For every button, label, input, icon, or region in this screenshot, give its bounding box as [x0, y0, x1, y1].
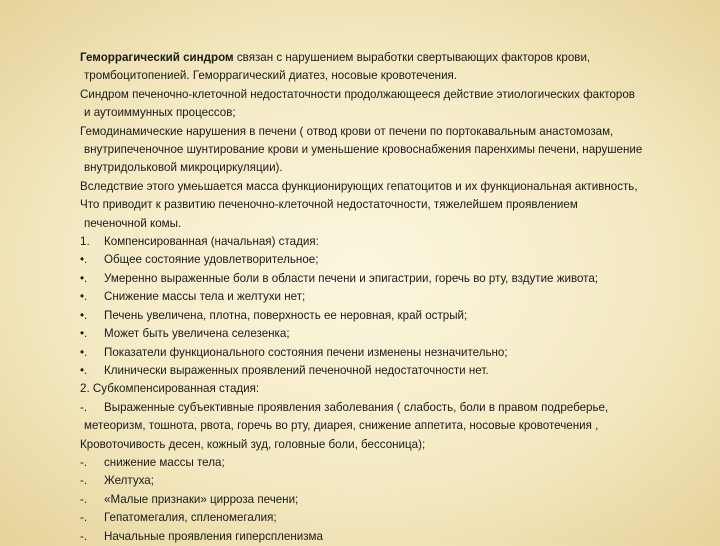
- stage1-item: [80, 270, 710, 288]
- stage2-item: [80, 509, 710, 527]
- stage2-item: [80, 399, 710, 417]
- list-item-text: Показатели функционального состояния печени изменены незначительно;: [104, 345, 508, 359]
- intro-line-1-rest: связан с нарушением выработки свертывающих факторов крови,: [233, 51, 591, 64]
- bullet-marker: •.: [80, 253, 88, 267]
- list-item-text: Начальные проявления гиперспленизма: [104, 529, 323, 543]
- list-item-text: Может быть увеличена селезенка;: [104, 327, 290, 341]
- dash-marker: -.: [80, 492, 88, 506]
- list-item-text: Компенсированная (начальная) стадия:: [104, 235, 319, 249]
- list-item-text: Общее состояние удовлетворительное;: [104, 253, 319, 267]
- stage1-item: [80, 307, 710, 325]
- list-item-text: снижение массы тела;: [104, 455, 225, 469]
- slide-body: [80, 49, 710, 546]
- list-item-text: Печень увеличена, плотна, поверхность ее неровная, край острый;: [104, 308, 468, 322]
- stage1-item: [80, 288, 710, 306]
- para3-line-1: Вследствие этого умеьшается масса функционирующих гепатоцитов и их функциональная активность,: [80, 179, 638, 193]
- stage2-continuation-line: Кровоточивость десен, кожный зуд, головные боли, бессоница);: [80, 437, 426, 451]
- stage1-heading: [80, 233, 710, 251]
- list-item-text: «Малые признаки» цирроза печени;: [104, 492, 299, 506]
- list-marker: 1.: [80, 235, 90, 249]
- stage1-item: [80, 344, 710, 362]
- intro-line-1: [80, 49, 710, 67]
- stage2-item: [80, 491, 710, 509]
- dash-marker: -.: [80, 400, 88, 414]
- list-item-text: Умеренно выраженные боли в области печени и эпигастрии, горечь во рту, вздутие живота;: [104, 271, 599, 285]
- para3-line-3: печеночной комы.: [84, 216, 182, 230]
- para2-line-2: внутрипеченочное шунтирование крови и уменьшение кровоснабжения паренхимы печени, нарушение: [84, 143, 643, 157]
- dash-marker: -.: [80, 474, 88, 488]
- bullet-marker: •.: [80, 308, 88, 322]
- bullet-marker: •.: [80, 271, 88, 285]
- para2-line-1: Гемодинамические нарушения в печени ( отвод крови от печени по портокавальным анастомозам,: [80, 124, 614, 138]
- intro-line-2: тромбоцитопенией. Геморрагический диатез, носовые кровотечения.: [84, 69, 458, 83]
- stage2-item: [80, 454, 710, 472]
- stage1-item: [80, 251, 710, 269]
- dash-marker: -.: [80, 511, 88, 525]
- stage2-continuation-line: метеоризм, тошнота, рвота, горечь во рту, диарея, снижение аппетита, носовые кровотечения ,: [84, 419, 599, 433]
- para3-line-2: Что приводит к развитию печеночно-клеточной недостаточности, тяжелейшем проявлением: [80, 198, 578, 212]
- para1-line-2: и аутоиммунных процессов;: [84, 106, 236, 120]
- bullet-marker: •.: [80, 345, 88, 359]
- para2-line-3: внутридольковой микроциркуляции).: [84, 161, 283, 175]
- bullet-marker: •.: [80, 327, 88, 341]
- stage2-item: [80, 472, 710, 490]
- list-item-text: Снижение массы тела и желтухи нет;: [104, 290, 306, 304]
- list-item-text: Клинически выраженных проявлений печеночной недостаточности нет.: [104, 363, 489, 377]
- dash-marker: -.: [80, 529, 88, 543]
- dash-marker: -.: [80, 455, 88, 469]
- stage2-item: [80, 528, 710, 546]
- list-item-text: Гепатомегалия, спленомегалия;: [104, 511, 277, 525]
- stage1-item: [80, 325, 710, 343]
- list-item-text: Выраженные субъективные проявления заболевания ( слабость, боли в правом подреберье,: [104, 400, 609, 414]
- list-item-text: Желтуха;: [104, 474, 154, 488]
- para1-line-1: Синдром печеночно-клеточной недостаточности продолжающееся действие этиологических факторов: [80, 87, 635, 101]
- stage1-item: [80, 362, 710, 380]
- bullet-marker: •.: [80, 363, 88, 377]
- stage2-heading: 2. Субкомпенсированная стадия:: [80, 382, 260, 396]
- section-title: Геморрагический синдром: [80, 51, 234, 64]
- bullet-marker: •.: [80, 290, 88, 304]
